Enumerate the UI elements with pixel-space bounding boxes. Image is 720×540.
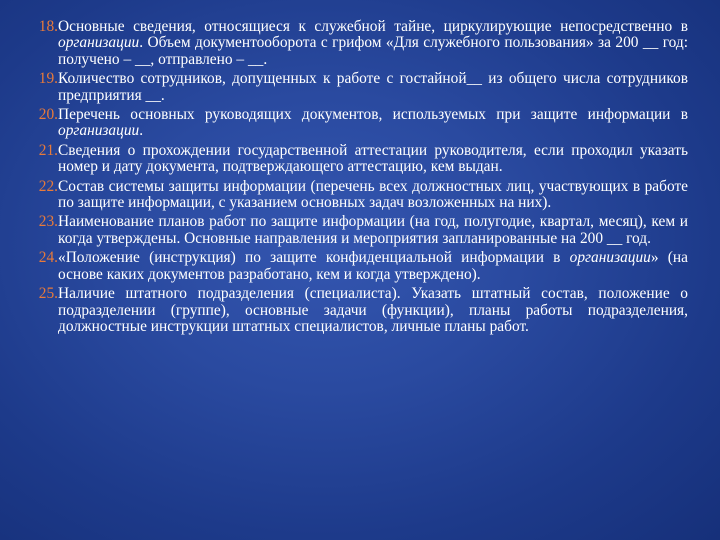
item-text-emphasis: организации xyxy=(58,122,140,140)
list-item xyxy=(18,19,688,68)
item-text-segment: Наименование планов работ по защите информации (на год, полугодие, квартал, месяц), кем и когда утверждены. Основные направления и мероприятия запланированные на 200 __ год. xyxy=(58,213,688,247)
list-item xyxy=(18,286,688,335)
item-text xyxy=(58,107,688,140)
item-text xyxy=(58,71,688,104)
item-text xyxy=(58,179,688,212)
item-text-emphasis: организации xyxy=(569,249,651,267)
list-item xyxy=(18,71,688,104)
list-item xyxy=(18,214,688,247)
item-number: 20. xyxy=(38,106,58,124)
item-text xyxy=(58,214,688,247)
item-text-segment: Перечень основных руководящих документов, используемых при защите информации в xyxy=(58,106,688,124)
list-item xyxy=(18,179,688,212)
item-number: 23. xyxy=(38,213,58,231)
item-number: 21. xyxy=(38,141,58,159)
item-text-segment: Состав системы защиты информации (перечень всех должностных лиц, участвующих в работе по защите информации, с указанием основных задач возложенных на них). xyxy=(58,177,688,212)
item-text-segment: Количество сотрудников, допущенных к работе с гостайной__ из общего числа сотрудников предприятия __. xyxy=(58,70,688,104)
list-item xyxy=(18,107,688,140)
item-text xyxy=(58,250,688,283)
item-text-segment: Сведения о прохождении государственной аттестации руководителя, если проходил указать номер и дату документа, подтверждающего аттестацию, кем выдан. xyxy=(58,141,688,176)
item-text-segment: Основные сведения, относящиеся к служебной тайне, циркулирующие непосредственно в xyxy=(58,18,688,35)
item-number: 19. xyxy=(38,70,58,88)
item-number: 18. xyxy=(38,18,58,35)
item-text xyxy=(58,19,688,68)
item-text-segment: Наличие штатного подразделения (специалиста). Указать штатный состав, положение о подразделении (группе), основные задачи (функции), планы работы подразделения, должностные инструкции штатных специалистов, личные планы работ. xyxy=(58,285,688,335)
item-number: 24. xyxy=(38,249,58,267)
item-text-emphasis: организации xyxy=(58,34,140,52)
item-text-segment: . Объем документооборота с грифом «Для служебного пользования» за 200 __ год: получено – __, отправлено – __. xyxy=(58,34,688,68)
item-text-segment: » (на основе каких документов разработано, кем и когда утверждено). xyxy=(58,249,688,283)
numbered-list xyxy=(18,19,688,338)
item-text xyxy=(58,286,688,335)
item-text-segment: «Положение (инструкция) по защите конфиденциальной информации в xyxy=(58,249,570,267)
item-text-segment: . xyxy=(139,122,144,140)
list-item xyxy=(18,250,688,283)
item-number: 22. xyxy=(38,177,58,195)
item-text xyxy=(58,143,688,176)
list-item xyxy=(18,143,688,176)
item-number: 25. xyxy=(38,285,58,303)
